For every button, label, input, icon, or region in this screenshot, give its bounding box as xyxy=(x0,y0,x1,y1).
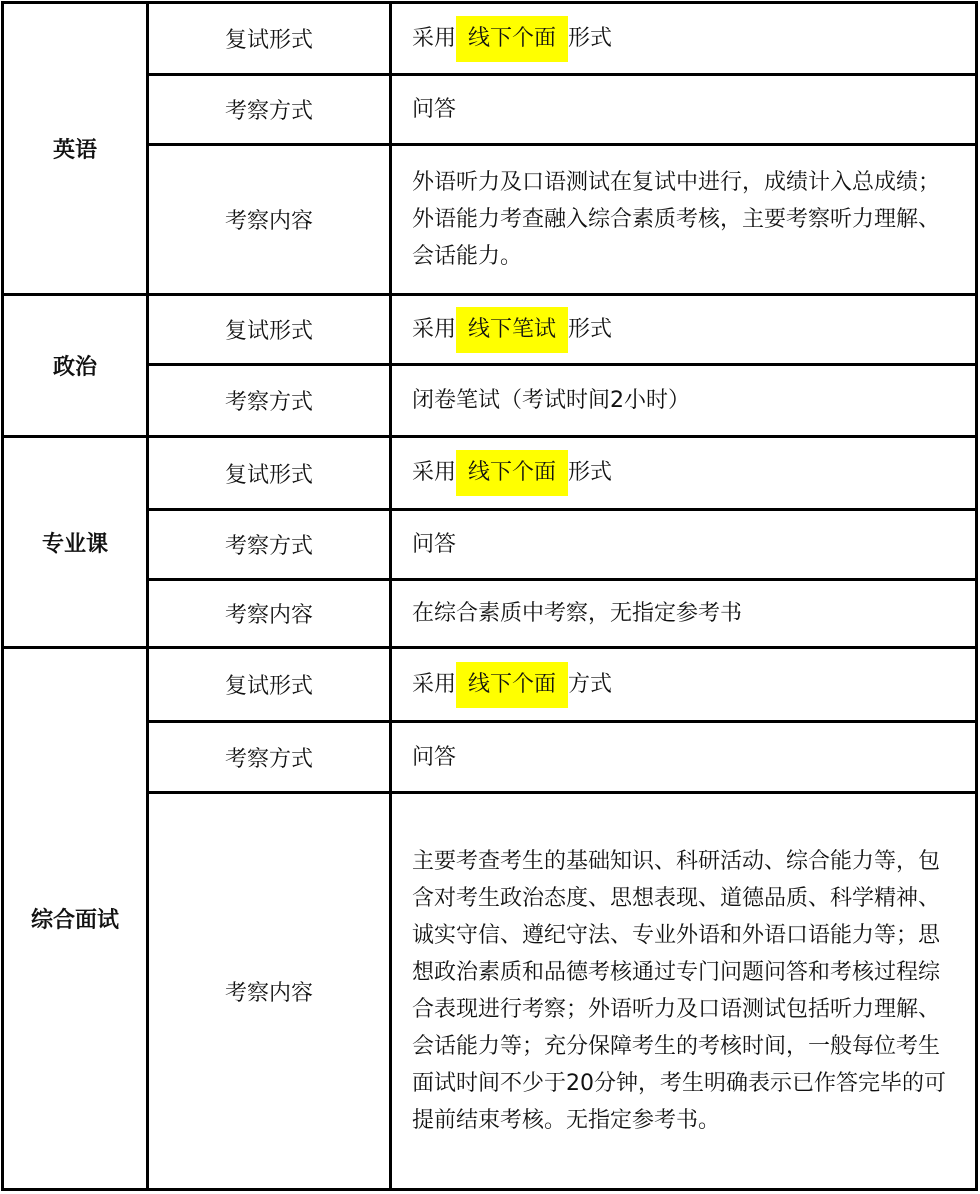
row-label: 考察内容 xyxy=(148,793,391,1190)
value-suffix: 方式 xyxy=(568,671,613,697)
table-row xyxy=(3,365,977,437)
table-row xyxy=(3,295,977,365)
highlighted-mode: 线下个面 xyxy=(456,450,568,496)
row-label: 考察内容 xyxy=(148,145,391,295)
row-value: 闭卷笔试（考试时间2小时） xyxy=(391,365,977,437)
row-value: 问答 xyxy=(391,510,977,580)
category-cell: 综合面试 xyxy=(3,648,148,1190)
row-value xyxy=(391,3,977,75)
row-value: 问答 xyxy=(391,75,977,145)
row-label: 复试形式 xyxy=(148,295,391,365)
table-row xyxy=(3,145,977,295)
table-row xyxy=(3,510,977,580)
value-prefix: 采用 xyxy=(412,460,457,485)
row-label: 复试形式 xyxy=(148,3,391,75)
table-row xyxy=(3,580,977,648)
row-label: 考察内容 xyxy=(148,580,391,648)
highlighted-mode: 线下个面 xyxy=(456,662,568,708)
row-value xyxy=(391,295,977,365)
row-value xyxy=(391,648,977,722)
exam-format-table xyxy=(1,1,978,1191)
value-suffix: 形式 xyxy=(568,316,613,342)
row-label: 考察方式 xyxy=(148,510,391,580)
row-label: 复试形式 xyxy=(148,437,391,510)
value-suffix: 形式 xyxy=(568,25,613,51)
table-row xyxy=(3,437,977,510)
row-value: 在综合素质中考察，无指定参考书 xyxy=(391,580,977,648)
row-label: 考察方式 xyxy=(148,365,391,437)
highlighted-mode: 线下笔试 xyxy=(456,307,568,353)
value-prefix: 采用 xyxy=(412,25,457,51)
category-cell: 英语 xyxy=(3,3,148,295)
row-value: 外语听力及口语测试在复试中进行，成绩计入总成绩；外语能力考查融入综合素质考核，主要考察听力理解、会话能力。 xyxy=(391,145,977,295)
table-row xyxy=(3,3,977,75)
category-cell: 专业课 xyxy=(3,437,148,648)
row-value: 问答 xyxy=(391,722,977,793)
table-row xyxy=(3,648,977,722)
row-label: 复试形式 xyxy=(148,648,391,722)
category-cell: 政治 xyxy=(3,295,148,437)
row-label: 考察方式 xyxy=(148,722,391,793)
value-suffix: 形式 xyxy=(568,460,613,485)
row-value xyxy=(391,437,977,510)
table-row xyxy=(3,722,977,793)
highlighted-mode: 线下个面 xyxy=(456,16,568,62)
row-value: 主要考查考生的基础知识、科研活动、综合能力等，包含对考生政治态度、思想表现、道德品质、科学精神、诚实守信、遵纪守法、专业外语和外语口语能力等；思想政治素质和品德考核通过专门问题问答和考核过程综合表现进行考察；外语听力及口语测试包括听力理解、会话能力等；充分保障考生的考核时间，一般每位考生面试时间不少于20分钟，考生明确表示已作答完毕的可提前结束考核。无指定参考书。 xyxy=(391,793,977,1190)
table-row xyxy=(3,75,977,145)
table-row xyxy=(3,793,977,1190)
row-label: 考察方式 xyxy=(148,75,391,145)
value-prefix: 采用 xyxy=(412,671,457,697)
value-prefix: 采用 xyxy=(412,316,457,342)
